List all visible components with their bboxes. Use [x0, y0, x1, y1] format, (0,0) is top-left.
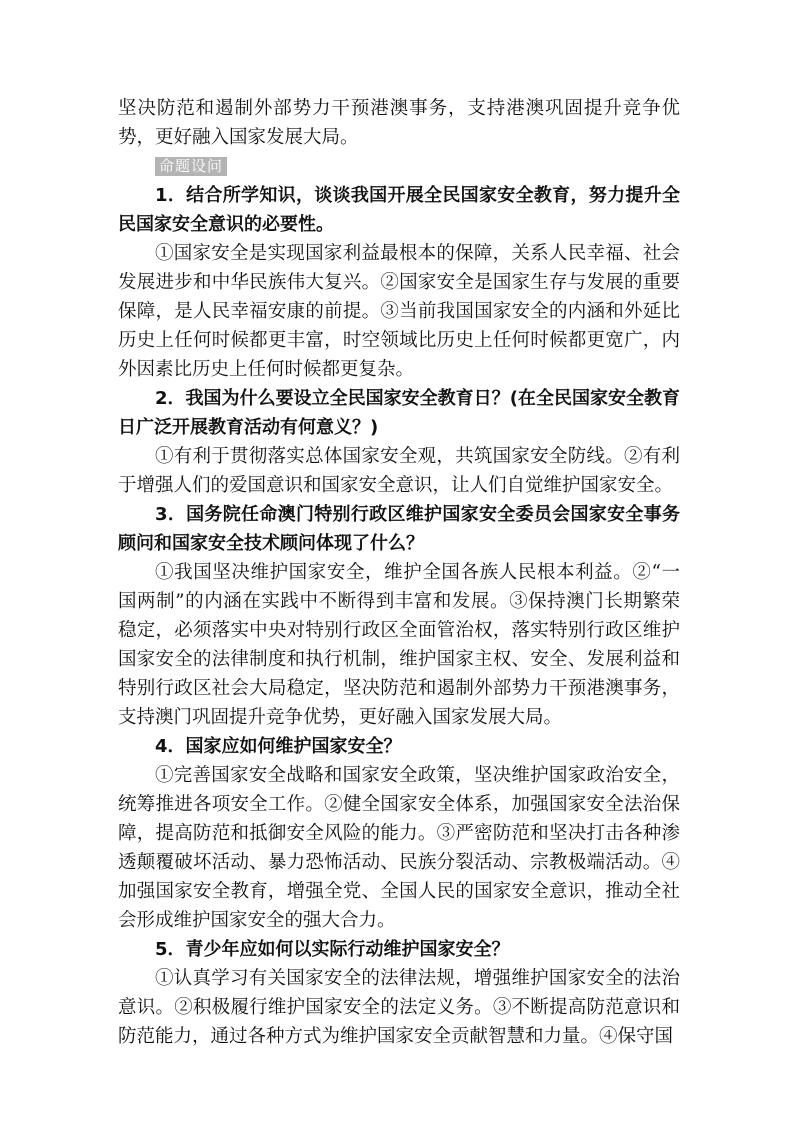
answer-2: ①有利于贯彻落实总体国家安全观，共筑国家安全防线。②有利于增强人们的爱国意识和国家安全意识，让人们自觉维护国家安全。	[118, 446, 680, 496]
question-2: 2．我国为什么要设立全民国家安全教育日？(在全民国家安全教育日广泛开展教育活动有何意义？)	[118, 388, 680, 438]
answer-1: ①国家安全是实现国家利益最根本的保障，关系人民幸福、社会发展进步和中华民族伟大复兴。②国家安全是国家生存与发展的重要保障，是人民幸福安康的前提。③当前我国国家安全的内涵和外延比历史上任何时候都更丰富，时空领域比历史上任何时候都更宽广，内外因素比历史上任何时候都更复杂。	[118, 243, 680, 380]
answer-3: ①我国坚决维护国家安全，维护全国各族人民根本利益。②“一国两制”的内涵在实践中不断得到丰富和发展。③保持澳门长期繁荣稳定，必须落实中央对特别行政区全面管治权，落实特别行政区维护国家安全的法律制度和执行机制，维护国家主权、安全、发展利益和特别行政区社会大局稳定，坚决防范和遏制外部势力干预港澳事务，支持澳门巩固提升竞争优势，更好融入国家发展大局。	[118, 562, 680, 728]
section-label-row	[118, 152, 680, 181]
document-body	[118, 94, 680, 1051]
answer-5: ①认真学习有关国家安全的法律法规，增强维护国家安全的法治意识。②积极履行维护国家安全的法定义务。③不断提高防范意识和防范能力，通过各种方式为维护国家安全贡献智慧和力量。④保守国	[118, 968, 680, 1047]
intro-paragraph: 坚决防范和遏制外部势力干预港澳事务，支持港澳巩固提升竞争优势，更好融入国家发展大局。	[118, 98, 680, 148]
question-3: 3．国务院任命澳门特别行政区维护国家安全委员会国家安全事务顾问和国家安全技术顾问体现了什么？	[118, 504, 680, 554]
section-label-badge: 命题设问	[155, 157, 227, 176]
question-5: 5．青少年应如何以实际行动维护国家安全？	[155, 939, 510, 960]
question-4: 4．国家应如何维护国家安全？	[155, 736, 402, 757]
question-1: 1．结合所学知识，谈谈我国开展全民国家安全教育，努力提升全民国家安全意识的必要性。	[118, 185, 680, 235]
answer-4: ①完善国家安全战略和国家安全政策，坚决维护国家政治安全，统筹推进各项安全工作。②健全国家安全体系，加强国家安全法治保障，提高防范和抵御安全风险的能力。③严密防范和坚决打击各种渗透颠覆破坏活动、暴力恐怖活动、民族分裂活动、宗教极端活动。④加强国家安全教育，增强全党、全国人民的国家安全意识，推动全社会形成维护国家安全的强大合力。	[118, 765, 680, 931]
